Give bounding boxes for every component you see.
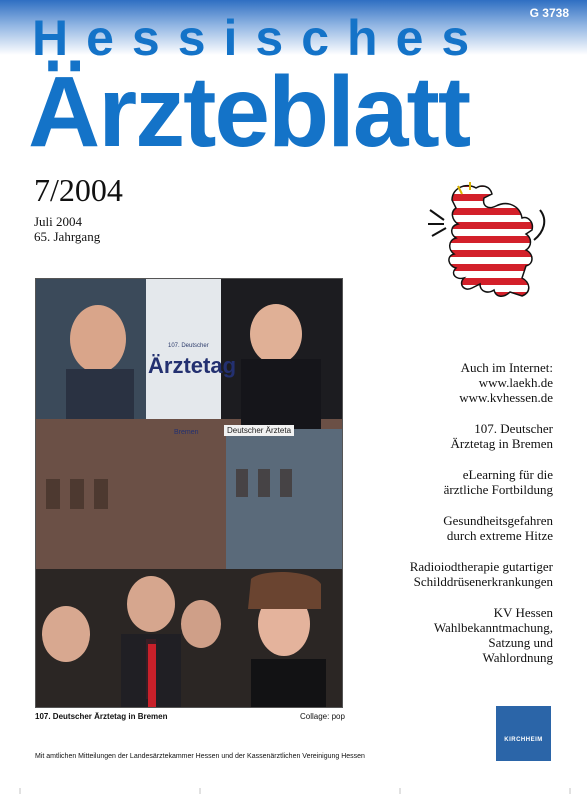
story-line: 107. Deutscher [474, 421, 553, 436]
story-radioiod [323, 559, 553, 589]
sign-sub: Bremen [174, 429, 199, 436]
sign-main: Ärztetag [148, 353, 237, 378]
story-line: durch extreme Hitze [446, 528, 553, 543]
story-aerztetag [323, 421, 553, 451]
cover-collage [35, 278, 343, 708]
publisher-label: KIRCHHEIM [504, 737, 543, 743]
story-line: www.laekh.de [478, 375, 553, 390]
story-line: Auch im Internet: [460, 360, 553, 375]
cover-stories [323, 360, 553, 681]
postal-code: G 3738 [529, 6, 569, 20]
issue-number: 7/2004 [34, 172, 123, 208]
story-kv-hessen [323, 605, 553, 665]
story-line: eLearning für die [462, 467, 553, 482]
sign-banner: Deutscher Ärzteta [224, 425, 294, 436]
hessian-lion-icon [422, 180, 552, 305]
story-line: Gesundheitsgefahren [443, 513, 553, 528]
issue-month: Juli 2004 [34, 214, 83, 229]
footer-note: Mit amtlichen Mitteilungen der Landesärztekammer Hessen und der Kassenärztlichen Vereinigung Hessen [35, 753, 365, 760]
story-hitze [323, 513, 553, 543]
story-elearning [323, 467, 553, 497]
masthead-line2: Ärzteblatt [28, 56, 470, 168]
story-line: Schilddrüsenerkrankungen [413, 574, 553, 589]
story-line: Wahlbekanntmachung, [433, 620, 553, 635]
story-line: ärztliche Fortbildung [443, 482, 553, 497]
story-internet [323, 360, 553, 405]
masthead-line1: Hessisches [32, 10, 488, 66]
issue-volume: 65. Jahrgang [34, 229, 101, 244]
sign-top: 107. Deutscher [168, 343, 209, 349]
story-line: Radioiodtherapie gutartiger [409, 559, 553, 574]
publisher-logo [496, 706, 551, 761]
story-line: www.kvhessen.de [459, 390, 553, 405]
story-line: Satzung und [488, 635, 553, 650]
photo-caption: 107. Deutscher Ärztetag in Bremen [35, 712, 168, 721]
story-line: KV Hessen [493, 605, 553, 620]
photo-credit: Collage: pop [300, 712, 345, 721]
story-line: Wahlordnung [482, 650, 553, 665]
story-line: Ärztetag in Bremen [450, 436, 553, 451]
crop-marks [0, 786, 587, 794]
issue-date [34, 214, 100, 244]
